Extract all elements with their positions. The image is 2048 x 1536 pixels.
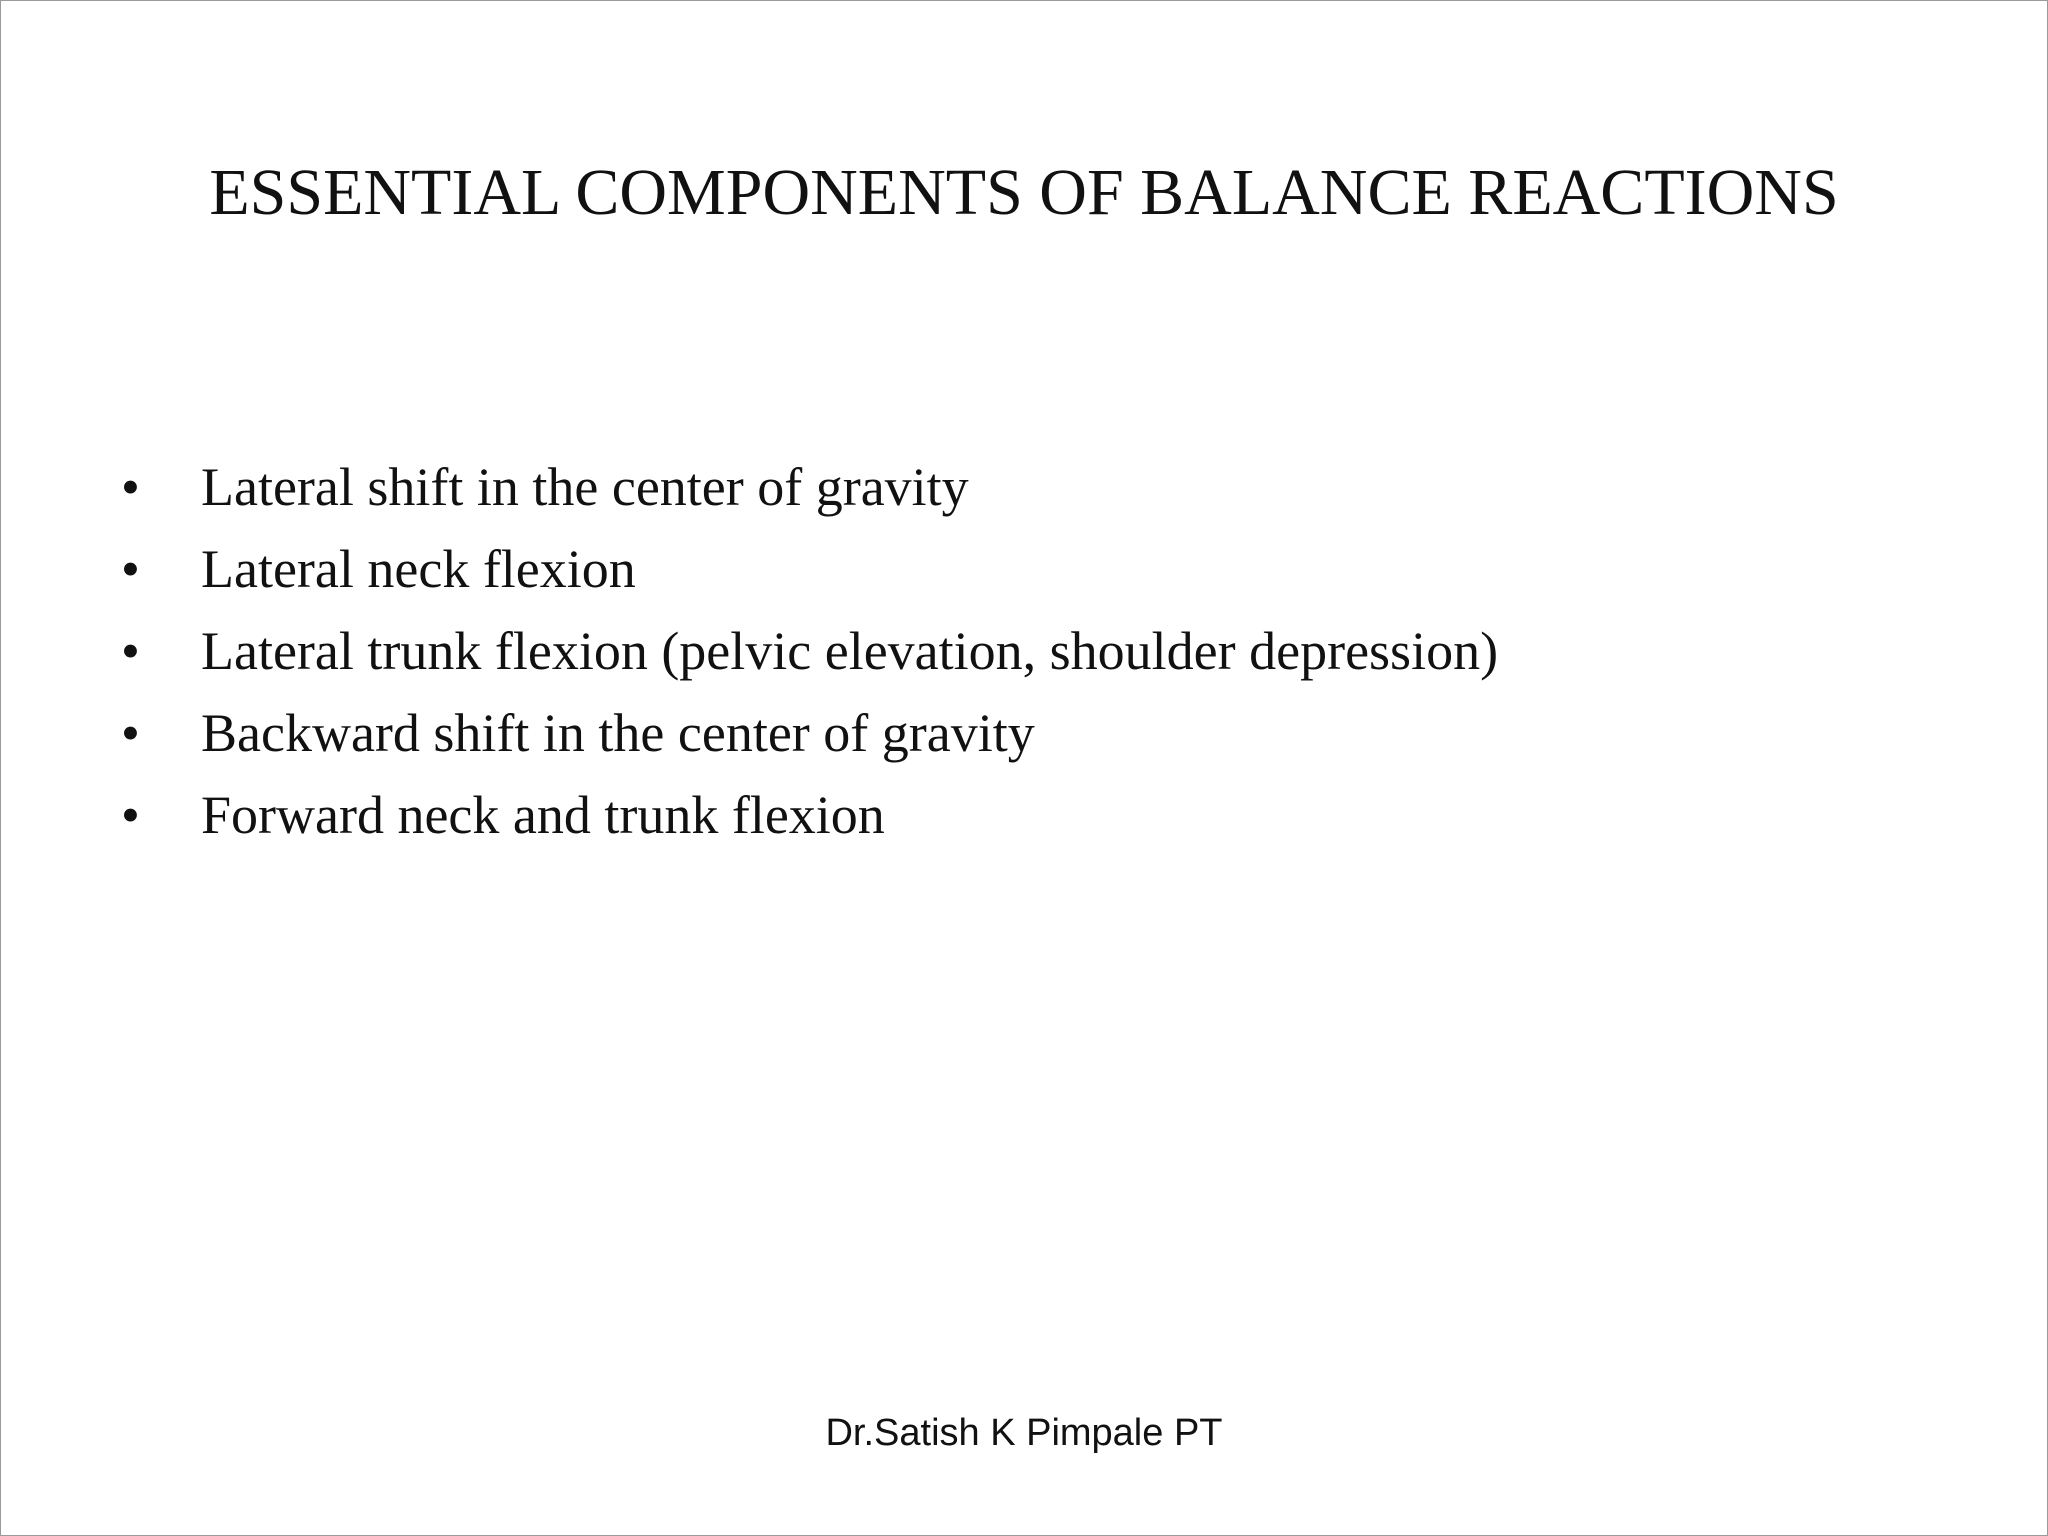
bullet-text: Lateral trunk flexion (pelvic elevation, shoulder depression) (201, 621, 1499, 681)
bullet-icon: • (121, 621, 140, 681)
bullet-icon: • (121, 457, 140, 517)
bullet-text: Forward neck and trunk flexion (201, 785, 885, 845)
bullet-text: Lateral shift in the center of gravity (201, 457, 969, 517)
slide-footer-author: Dr.Satish K Pimpale PT (825, 1412, 1223, 1454)
slide-title: ESSENTIAL COMPONENTS OF BALANCE REACTIONS (209, 156, 1839, 229)
bullet-icon: • (121, 539, 140, 599)
bullet-text: Backward shift in the center of gravity (201, 703, 1035, 763)
bullet-text: Lateral neck flexion (201, 539, 636, 599)
bullet-icon: • (121, 703, 140, 763)
bullet-icon: • (121, 785, 140, 845)
